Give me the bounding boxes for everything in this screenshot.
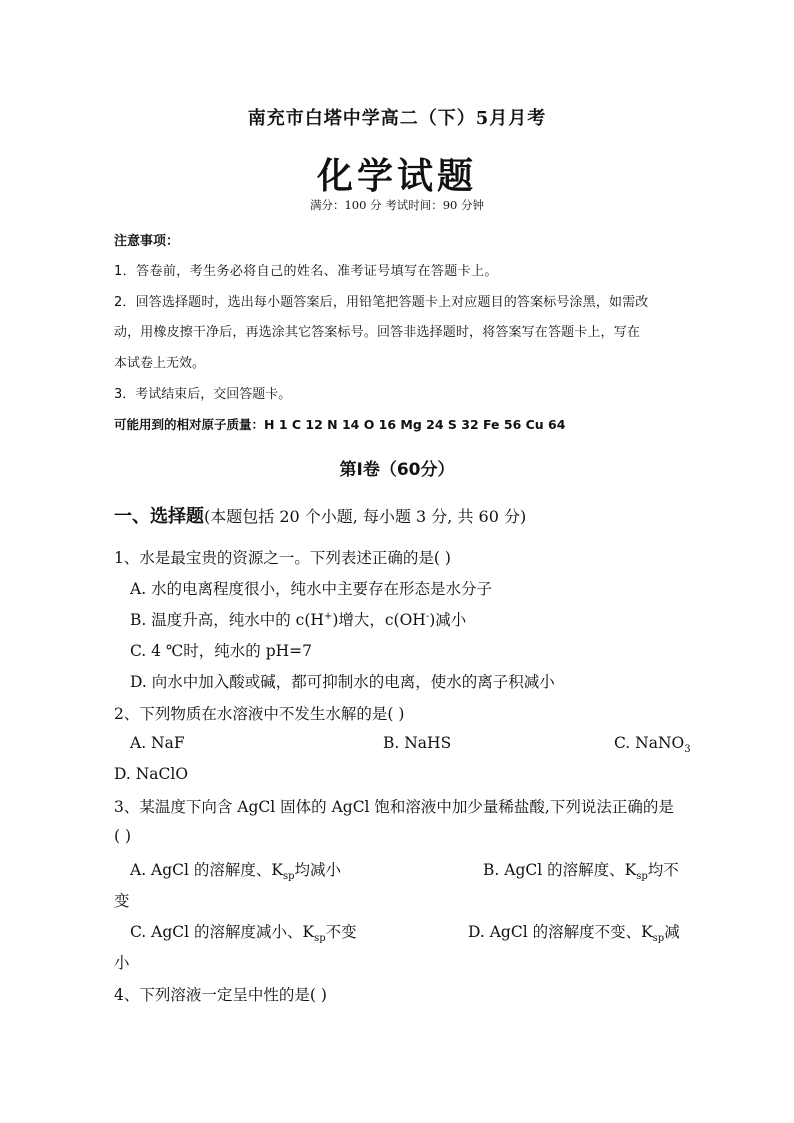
q1-b-post: )减小 bbox=[429, 611, 467, 629]
q1-option-a: A. 水的电离程度很小，纯水中主要存在形态是水分子 bbox=[130, 580, 493, 598]
q3-d-pre: D. AgCl 的溶解度不变、K bbox=[468, 923, 653, 941]
q2-option-d: D. NaClO bbox=[114, 765, 189, 783]
q3-c-sub: sp bbox=[314, 933, 326, 945]
q3-option-d-wrap: 小 bbox=[114, 954, 130, 972]
q1-option-d: D. 向水中加入酸或碱，都可抑制水的电离，使水的离子积减小 bbox=[130, 673, 555, 691]
school-title: 南充市白塔中学高二（下）5月月考 bbox=[247, 108, 547, 129]
q3-option-c bbox=[130, 920, 357, 944]
q3-option-a bbox=[130, 858, 341, 882]
q3-b-pre: B. AgCl 的溶解度、K bbox=[483, 861, 637, 879]
notes-item-2-line2: 动，用橡皮擦干净后，再选涂其它答案标号。回答非选择题时，将答案写在答题卡上，写在 bbox=[114, 325, 641, 340]
q3-paren: ( ) bbox=[114, 827, 132, 845]
atomic-mass-line: 可能用到的相对原子质量：H 1 C 12 N 14 O 16 Mg 24 S 32 Fe 56 Cu 64 bbox=[114, 417, 566, 432]
q1-b-sup1: + bbox=[323, 610, 333, 622]
choice-heading-label: 一、选择题 bbox=[114, 506, 204, 527]
choice-section-heading bbox=[114, 502, 526, 528]
q3-stem: 3、某温度下向含 AgCl 固体的 AgCl 饱和溶液中加少量稀盐酸,下列说法正确的是 bbox=[114, 798, 674, 816]
q1-b-mid: )增大，c(OH bbox=[332, 611, 426, 629]
q3-c-pre: C. AgCl 的溶解度减小、K bbox=[130, 923, 315, 941]
notes-item-2-line3: 本试卷上无效。 bbox=[114, 356, 206, 371]
q3-b-post: 均不 bbox=[647, 861, 679, 879]
choice-heading-desc: (本题包括 20 个小题, 每小题 3 分, 共 60 分) bbox=[204, 507, 527, 526]
q3-a-post: 均减小 bbox=[294, 861, 342, 879]
q3-option-b bbox=[483, 858, 679, 882]
exam-main-title: 化学试题 bbox=[316, 156, 477, 197]
part-title: 第Ⅰ卷（60分） bbox=[339, 460, 455, 480]
notes-item-3: 3．考试结束后，交回答题卡。 bbox=[114, 387, 292, 402]
notes-heading: 注意事项： bbox=[114, 234, 180, 249]
notes-item-2-line1: 2．回答选择题时，选出每小题答案后，用铅笔把答题卡上对应题目的答案标号涂黑，如需改 bbox=[114, 295, 649, 310]
q3-d-post: 减 bbox=[664, 923, 680, 941]
q1-b-pre: B. 温度升高，纯水中的 c(H bbox=[130, 611, 324, 629]
q3-option-d bbox=[468, 920, 680, 944]
q1-b-sup2: - bbox=[425, 610, 430, 622]
q2-option-b: B. NaHS bbox=[383, 734, 452, 752]
q2-option-c bbox=[614, 734, 691, 755]
q1-stem: 1、水是最宝贵的资源之一。下列表述正确的是( ) bbox=[114, 549, 451, 567]
notes-item-1: 1．答卷前，考生务必将自己的姓名、准考证号填写在答题卡上。 bbox=[114, 264, 498, 279]
q3-option-b-wrap: 变 bbox=[114, 892, 130, 910]
q3-a-pre: A. AgCl 的溶解度、K bbox=[130, 861, 283, 879]
q2-c-sub: 3 bbox=[684, 744, 691, 756]
q3-a-sub: sp bbox=[283, 871, 295, 883]
q4-stem: 4、下列溶液一定呈中性的是( ) bbox=[114, 986, 327, 1004]
q1-option-b bbox=[130, 608, 466, 630]
q2-option-a: A. NaF bbox=[130, 734, 185, 752]
q2-c-pre: C. NaNO bbox=[614, 734, 685, 752]
q3-d-sub: sp bbox=[652, 933, 665, 945]
q3-b-sub: sp bbox=[636, 871, 648, 883]
q3-c-post: 不变 bbox=[325, 923, 357, 941]
q1-option-c: C. 4 ℃时，纯水的 pH=7 bbox=[130, 642, 313, 660]
score-time-info: 满分：100 分 考试时间：90 分钟 bbox=[309, 198, 485, 212]
q2-stem: 2、下列物质在水溶液中不发生水解的是( ) bbox=[114, 705, 405, 723]
